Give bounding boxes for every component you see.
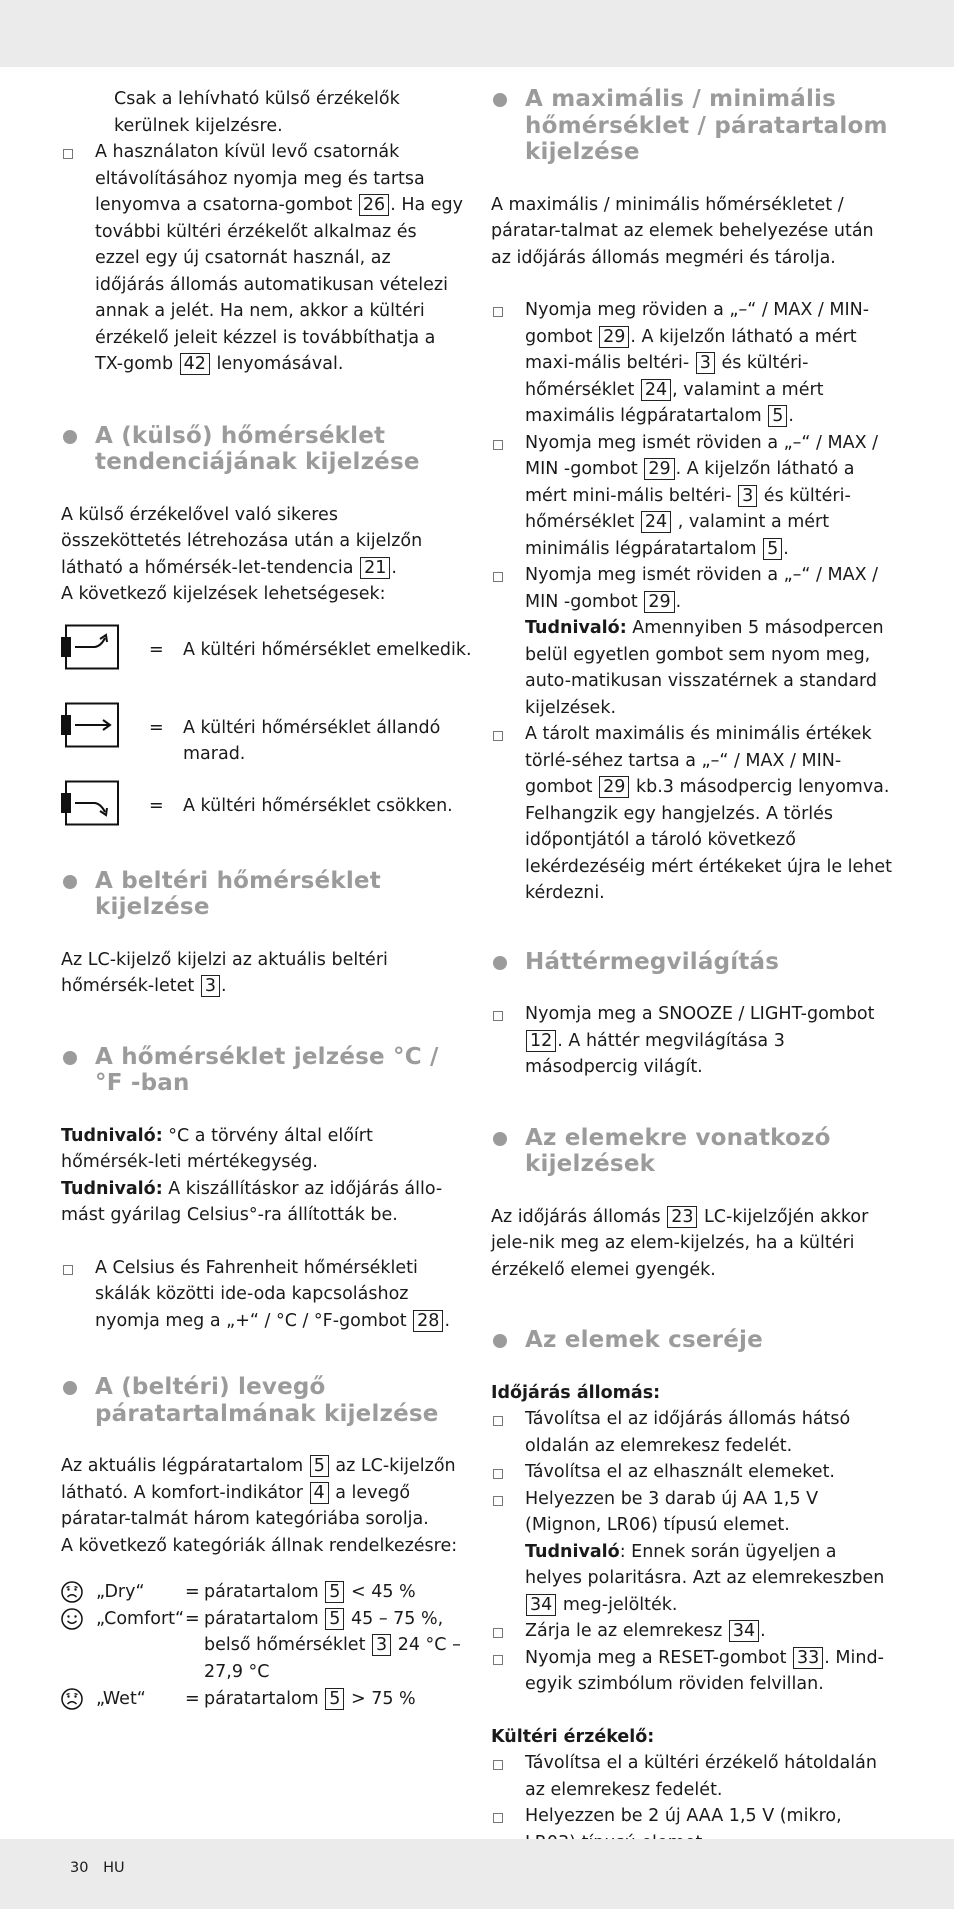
station-step-4 (491, 1618, 893, 1645)
trend-options-intro: A következő kijelzések lehetségesek: (61, 584, 386, 604)
ref-number: 3 (738, 485, 757, 507)
text: páratartalom (204, 1582, 325, 1602)
sad-face-icon (61, 1581, 83, 1603)
humidity-row-comfort (61, 1606, 463, 1686)
ref-number: 12 (526, 1030, 556, 1052)
trend-row-falling (61, 780, 463, 858)
text: Az LC-kijelző kijelzi az aktuális beltéri hőmérsék-letet (61, 949, 388, 996)
humidity-row-wet (61, 1686, 463, 1713)
rising-arrow-icon (61, 624, 119, 670)
trend-row-rising (61, 624, 472, 702)
maxmin-bullet-return (491, 562, 893, 721)
humidity-categories-intro: A következő kategóriák állnak rendelkezésre: (61, 1535, 458, 1556)
sensor-subheading: Kültéri érzékelő: (491, 1726, 655, 1747)
unit-note-1 (61, 1123, 463, 1176)
language-code: HU (103, 1860, 125, 1876)
text: Nyomja meg a RESET-gombot (525, 1647, 793, 1668)
trend-text: A kültéri hőmérséklet emelkedik. (183, 639, 472, 660)
category-value (204, 1686, 474, 1713)
backlight-bullet (491, 1001, 893, 1081)
ref-number: 5 (325, 1581, 344, 1603)
ref-number: 5 (768, 405, 787, 427)
page-footer (70, 1855, 135, 1882)
text: páratartalom (204, 1688, 325, 1709)
falling-arrow-icon (61, 780, 119, 826)
ref-number: 29 (599, 776, 629, 798)
right-column (491, 86, 893, 1856)
ref-number: 24 (641, 511, 671, 533)
station-step-1: Távolítsa el az időjárás állomás hátsó oldalán az elemrekesz fedelét. (491, 1406, 893, 1459)
trend-text: A kültéri hőmérséklet csökken. (183, 795, 453, 816)
humidity-row-dry (61, 1579, 463, 1606)
text: 24 °C – 27,9 °C (204, 1635, 461, 1682)
ref-number: 29 (644, 458, 674, 480)
category-label: „Wet“ (96, 1688, 146, 1709)
ref-number: 3 (372, 1634, 391, 1656)
maxmin-bullet-clear (491, 721, 893, 907)
text: lenyomásával. (210, 354, 344, 374)
text: Nyomja meg a SNOOZE / LIGHT-gombot (525, 1004, 875, 1024)
heading-backlight: Háttérmegvilágítás (491, 949, 893, 976)
equals-sign: = (149, 795, 164, 816)
sensor-step-1: Távolítsa el a kültéri érzékelő hátoldalán az elemrekesz fedelét. (491, 1750, 893, 1803)
steady-arrow-icon (61, 702, 119, 748)
category-value (204, 1579, 474, 1606)
station-step-5 (491, 1645, 893, 1698)
text: . (760, 1621, 766, 1641)
text: , valamint a mért maximális légpáratartalom (525, 379, 824, 426)
ref-number: 21 (360, 557, 390, 579)
note-label: Tudnivaló: (61, 1178, 163, 1199)
equals-sign: = (185, 1688, 200, 1709)
ref-number: 29 (644, 591, 674, 613)
equals-sign: = (185, 1608, 200, 1629)
channel-bullet (61, 139, 463, 378)
text: A használaton kívül levő csatornák eltávolításához nyomja meg és tartsa lenyomva a csatorna-gombot (95, 142, 425, 215)
equals-sign: = (185, 1582, 200, 1602)
category-label: „Comfort“ (96, 1608, 185, 1629)
heading-unit: A hőmérséklet jelzése °C / °F -ban (61, 1044, 463, 1097)
ref-number: 5 (325, 1608, 344, 1630)
intro-text: Csak a lehívható külső érzékelők kerülnek kijelzésre. (114, 89, 400, 136)
sad-face-icon (61, 1688, 83, 1710)
ref-number: 5 (763, 538, 782, 560)
text: az LC-kijelzőn látható. A komfort-indikátor (61, 1456, 456, 1503)
battery-indicator-paragraph (491, 1204, 893, 1284)
ref-number: 23 (667, 1206, 697, 1228)
note-label: Tudnivaló: (61, 1125, 163, 1146)
text: Az aktuális légpáratartalom (61, 1456, 309, 1476)
sensor-step-2: Helyezzen be 2 új AAA 1,5 V (mikro, (491, 1803, 893, 1856)
text: és kültéri-hőmérséklet (525, 353, 809, 400)
heading-battery-change: Az elemek cseréje (491, 1327, 893, 1354)
page-number: 30 (70, 1860, 89, 1876)
ref-number: 3 (696, 352, 715, 374)
text: Amennyiben 5 másodpercen belül egyetlen gombot sem nyom meg, auto-matikusan visszatérnek a standard kijelzések. (525, 618, 884, 718)
unit-note-2 (61, 1176, 463, 1229)
text: . Mind-egyik szimbólum röviden felvillan. (525, 1647, 884, 1694)
text: , valamint a mért minimális légpáratartalom (525, 512, 830, 559)
heading-humidity: A (beltéri) levegő páratartalmának kijelzése (61, 1374, 463, 1427)
equals-sign: = (149, 717, 164, 738)
text: Az időjárás állomás (491, 1206, 667, 1227)
ref-number: 29 (599, 326, 629, 348)
text: . (783, 538, 789, 559)
heading-indoor-temp: A beltéri hőmérséklet kijelzése (61, 868, 463, 921)
text: A külső érzékelővel való sikeres összeköttetés létrehozása után a kijelzőn látható a hőmérsék-let-tendencia (61, 504, 423, 578)
maxmin-bullet-max (491, 297, 893, 430)
maxmin-paragraph: A maximális / minimális hőmérsékletet / páratar-talmat az elemek behelyezése után az időjárás állomás megméri és tárolja. (491, 194, 874, 268)
ref-number: 28 (413, 1310, 443, 1332)
ref-number: 24 (641, 379, 671, 401)
text: a levegő páratar-talmát három kategóriába sorolja. (61, 1482, 429, 1529)
trend-text: A kültéri hőmérséklet állandó marad. (183, 717, 441, 764)
category-value (204, 1606, 474, 1686)
indoor-paragraph (61, 947, 463, 1000)
ref-number: 42 (180, 353, 210, 375)
ref-number: 4 (310, 1482, 329, 1504)
ref-number: 26 (359, 194, 389, 216)
happy-face-icon (61, 1608, 83, 1630)
text: Helyezzen be 3 darab új AA 1,5 V (Mignon, LR06) típusú elemet. (525, 1488, 819, 1535)
text: A kiszállításkor az időjárás állo-mást gyárilag Celsius°-ra állították be. (61, 1178, 443, 1225)
text: °C a törvény által előírt hőmérsék-leti mértékegység. (61, 1125, 373, 1172)
text: > 75 % (345, 1688, 416, 1709)
text: kb.3 másodpercig lenyomva. Felhangzik egy hangjelzés. A törlés időpontjától a tároló következő lekérdezéséig mért értékeket újra le lehet kérdezni. (525, 777, 893, 903)
ref-number: 5 (325, 1688, 344, 1710)
left-column (61, 86, 472, 1712)
station-subheading: Időjárás állomás: (491, 1382, 661, 1403)
text: . A háttér megvilágítása 3 másodpercig világít. (525, 1030, 785, 1077)
ref-number: 5 (310, 1455, 329, 1477)
text: < 45 % (345, 1582, 416, 1602)
footer-bar (0, 1839, 954, 1909)
text: . (788, 406, 794, 426)
humidity-paragraph (61, 1453, 463, 1533)
text: A tárolt maximális és minimális értékek törlé-séhez tartsa a „–“ / MAX / MIN-gombot (525, 724, 872, 797)
text: . Ha egy további kültéri érzékelőt alkalmaz és ezzel egy új csatornát használ, az időjárás állomás automatikusan vételezi annak a jelét. Ha nem, akkor a kültéri érzékelő jeleit kézzel is továbbíthatja a TX-gomb (95, 195, 464, 374)
trend-paragraph (61, 502, 463, 582)
text: Nyomja meg ismét röviden a „–“ / MAX / MIN -gombot (525, 565, 879, 612)
text: . (675, 591, 682, 612)
text: . (220, 976, 227, 996)
text: és kültéri-hőmérséklet (525, 485, 851, 532)
text: meg-jelölték. (557, 1594, 678, 1615)
heading-trend: A (külső) hőmérséklet tendenciájának kijelzése (61, 423, 463, 476)
heading-maxmin: A maximális / minimális hőmérséklet / páratartalom kijelzése (491, 86, 893, 166)
text: LC-kijelzőjén akkor jele-nik meg az elem-kijelzés, ha a kültéri érzékelő elemei gyengék. (491, 1206, 869, 1280)
text: . A kijelzőn látható a mért maxi-mális beltéri- (525, 326, 857, 373)
note-label: Tudnivaló (525, 1541, 620, 1562)
station-step-3 (491, 1486, 893, 1619)
ref-number: 34 (729, 1620, 759, 1642)
ref-number: 34 (526, 1594, 556, 1616)
text: Zárja le az elemrekesz (525, 1621, 728, 1641)
text: A Celsius és Fahrenheit hőmérsékleti skálák közötti ide-oda kapcsoláshoz nyomja meg a „+“ / °C / °F-gombot (95, 1257, 418, 1331)
heading-battery-indicator: Az elemekre vonatkozó kijelzések (491, 1125, 893, 1178)
text: . (391, 557, 397, 578)
trend-row-steady (61, 702, 463, 780)
unit-bullet (61, 1255, 463, 1335)
top-bar (0, 0, 954, 67)
equals-sign: = (149, 639, 164, 660)
ref-number: 3 (201, 975, 220, 997)
text: Nyomja meg röviden a „–“ / MAX / MIN-gombot (525, 300, 870, 347)
text: . (444, 1310, 451, 1331)
text: Nyomja meg ismét röviden a „–“ / MAX / MIN -gombot (525, 432, 879, 479)
text: : Ennek során ügyeljen a helyes polaritásra. Azt az elemrekeszben (525, 1541, 885, 1588)
text: . A kijelzőn látható a mért mini-mális beltéri- (525, 459, 855, 506)
text: páratartalom (204, 1608, 325, 1629)
maxmin-bullet-min (491, 430, 893, 563)
text: 45 – 75 %, belső hőmérséklet (204, 1608, 444, 1655)
station-step-2: Távolítsa el az elhasznált elemeket. (491, 1459, 893, 1486)
ref-number: 33 (793, 1647, 823, 1669)
category-label: „Dry“ (96, 1582, 145, 1602)
note-label: Tudnivaló: (525, 618, 627, 638)
